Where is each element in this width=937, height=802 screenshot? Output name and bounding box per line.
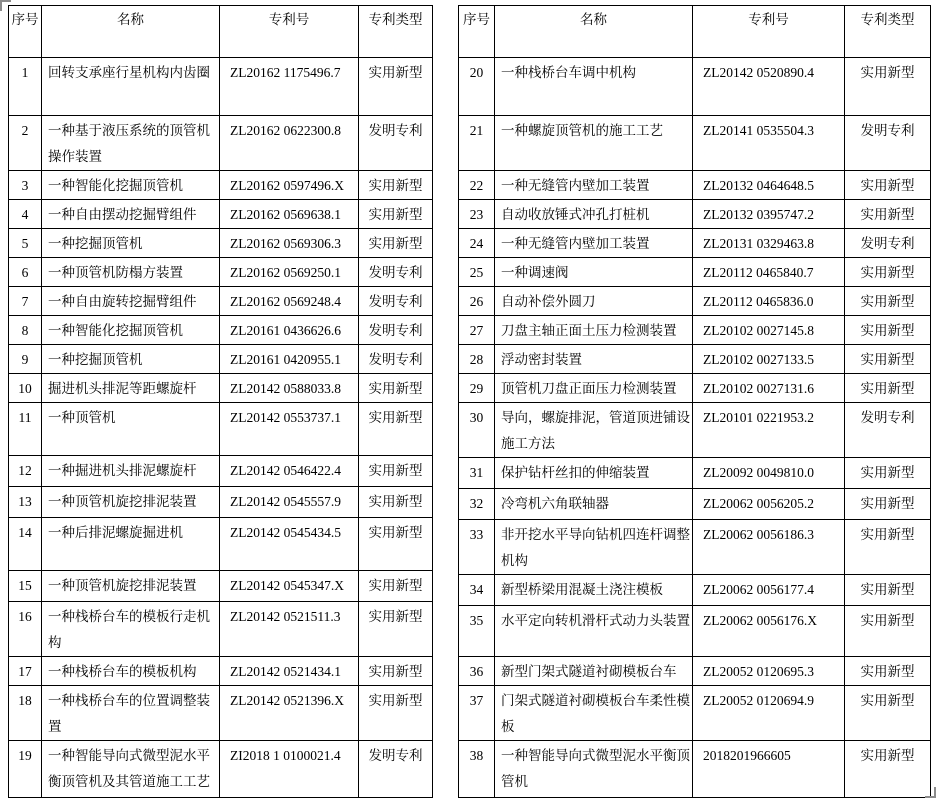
patent-name-cell: 一种顶管机 xyxy=(42,403,220,456)
patent-name-cell: 一种智能化挖掘顶管机 xyxy=(42,171,220,200)
patent-number-cell: ZL20162 0597496.X xyxy=(220,171,359,200)
seq-cell: 27 xyxy=(459,316,495,345)
patent-number-cell: ZL20062 0056186.3 xyxy=(693,520,845,575)
column-header-2: 专利号 xyxy=(220,6,359,58)
patent-number-cell: ZL20102 0027133.5 xyxy=(693,345,845,374)
seq-cell: 38 xyxy=(459,741,495,798)
table-row xyxy=(459,657,931,686)
seq-cell: 15 xyxy=(9,571,42,602)
patent-type-cell: 实用新型 xyxy=(359,602,433,657)
patent-type-cell: 发明专利 xyxy=(359,258,433,287)
seq-cell: 14 xyxy=(9,518,42,571)
seq-cell: 1 xyxy=(9,58,42,116)
seq-cell: 10 xyxy=(9,374,42,403)
table-body xyxy=(9,58,433,798)
patent-name-cell: 自动补偿外圆刀 xyxy=(495,287,693,316)
column-header-2: 专利号 xyxy=(693,6,845,58)
patent-type-cell: 实用新型 xyxy=(359,487,433,518)
patent-type-cell: 实用新型 xyxy=(845,686,931,741)
patent-type-cell: 实用新型 xyxy=(845,741,931,798)
patent-number-cell: ZL20052 0120694.9 xyxy=(693,686,845,741)
patent-name-cell: 新型桥梁用混凝土浇注模板 xyxy=(495,575,693,606)
patent-name-cell: 一种栈桥台车的模板行走机构 xyxy=(42,602,220,657)
patent-number-cell: ZI2018 1 0100021.4 xyxy=(220,741,359,798)
patent-number-cell: ZL20142 0545557.9 xyxy=(220,487,359,518)
table-row xyxy=(9,571,433,602)
patent-type-cell: 发明专利 xyxy=(845,116,931,171)
patent-name-cell: 一种自由摆动挖掘臂组件 xyxy=(42,200,220,229)
patent-number-cell: ZL20162 1175496.7 xyxy=(220,58,359,116)
patent-name-cell: 一种智能化挖掘顶管机 xyxy=(42,316,220,345)
seq-cell: 30 xyxy=(459,403,495,458)
patent-type-cell: 实用新型 xyxy=(359,200,433,229)
patent-number-cell: ZL20102 0027145.8 xyxy=(693,316,845,345)
table-row xyxy=(9,657,433,686)
patent-number-cell: ZL20142 0521396.X xyxy=(220,686,359,741)
patent-name-cell: 刀盘主轴正面土压力检测装置 xyxy=(495,316,693,345)
seq-cell: 12 xyxy=(9,456,42,487)
patent-name-cell: 一种挖掘顶管机 xyxy=(42,345,220,374)
table-row xyxy=(459,116,931,171)
patent-number-cell: ZL20141 0535504.3 xyxy=(693,116,845,171)
table-row xyxy=(9,200,433,229)
column-header-0: 序号 xyxy=(459,6,495,58)
column-header-3: 专利类型 xyxy=(845,6,931,58)
table-row xyxy=(9,456,433,487)
table-row xyxy=(459,489,931,520)
patent-name-cell: 掘进机头排泥等距螺旋杆 xyxy=(42,374,220,403)
patent-name-cell: 一种螺旋顶管机的施工工艺 xyxy=(495,116,693,171)
column-header-0: 序号 xyxy=(9,6,42,58)
patent-type-cell: 发明专利 xyxy=(359,345,433,374)
seq-cell: 11 xyxy=(9,403,42,456)
patent-name-cell: 一种栈桥台车的位置调整装置 xyxy=(42,686,220,741)
table-row xyxy=(9,287,433,316)
patent-type-cell: 发明专利 xyxy=(359,741,433,798)
table-row xyxy=(9,602,433,657)
patent-number-cell: ZL20112 0465840.7 xyxy=(693,258,845,287)
patent-name-cell: 一种无缝管内壁加工装置 xyxy=(495,171,693,200)
patent-number-cell: ZL20162 0622300.8 xyxy=(220,116,359,171)
seq-cell: 23 xyxy=(459,200,495,229)
patent-name-cell: 一种顶管机防榻方装置 xyxy=(42,258,220,287)
patent-type-cell: 实用新型 xyxy=(359,686,433,741)
patent-type-cell: 实用新型 xyxy=(845,458,931,489)
table-row xyxy=(9,686,433,741)
patent-name-cell: 一种栈桥台车调中机构 xyxy=(495,58,693,116)
patent-number-cell: ZL20062 0056176.X xyxy=(693,606,845,657)
seq-cell: 17 xyxy=(9,657,42,686)
patent-number-cell: ZL20142 0545347.X xyxy=(220,571,359,602)
patent-name-cell: 非开挖水平导向钻机四连杆调整机构 xyxy=(495,520,693,575)
patent-type-cell: 实用新型 xyxy=(359,58,433,116)
table-row xyxy=(9,258,433,287)
table-row xyxy=(459,316,931,345)
patent-type-cell: 发明专利 xyxy=(845,403,931,458)
patent-number-cell: ZL20092 0049810.0 xyxy=(693,458,845,489)
table-row xyxy=(459,229,931,258)
patent-name-cell: 一种掘进机头排泥螺旋杆 xyxy=(42,456,220,487)
patent-type-cell: 实用新型 xyxy=(845,489,931,520)
patent-type-cell: 实用新型 xyxy=(359,171,433,200)
patent-number-cell: ZL20142 0545434.5 xyxy=(220,518,359,571)
patent-type-cell: 实用新型 xyxy=(845,287,931,316)
patent-type-cell: 实用新型 xyxy=(359,657,433,686)
seq-cell: 9 xyxy=(9,345,42,374)
patent-number-cell: ZL20162 0569638.1 xyxy=(220,200,359,229)
seq-cell: 31 xyxy=(459,458,495,489)
patent-type-cell: 实用新型 xyxy=(845,606,931,657)
table-row xyxy=(459,741,931,798)
seq-cell: 16 xyxy=(9,602,42,657)
table-row xyxy=(459,258,931,287)
table-row xyxy=(9,741,433,798)
patent-number-cell: ZL20132 0464648.5 xyxy=(693,171,845,200)
patent-type-cell: 实用新型 xyxy=(845,374,931,403)
seq-cell: 32 xyxy=(459,489,495,520)
table-row xyxy=(459,403,931,458)
seq-cell: 18 xyxy=(9,686,42,741)
table-row xyxy=(9,374,433,403)
patent-name-cell: 导向，螺旋排泥，管道顶进铺设施工方法 xyxy=(495,403,693,458)
patent-type-cell: 发明专利 xyxy=(845,229,931,258)
column-header-1: 名称 xyxy=(495,6,693,58)
patent-number-cell: ZL20112 0465836.0 xyxy=(693,287,845,316)
seq-cell: 26 xyxy=(459,287,495,316)
table-body xyxy=(459,58,931,798)
patent-number-cell: ZL20142 0521511.3 xyxy=(220,602,359,657)
patent-type-cell: 发明专利 xyxy=(359,316,433,345)
patent-type-cell: 实用新型 xyxy=(359,403,433,456)
patent-type-cell: 发明专利 xyxy=(359,287,433,316)
header-row xyxy=(459,6,931,58)
seq-cell: 36 xyxy=(459,657,495,686)
patent-type-cell: 实用新型 xyxy=(359,518,433,571)
table-row xyxy=(9,229,433,258)
patent-name-cell: 一种基于液压系统的顶管机操作装置 xyxy=(42,116,220,171)
patent-type-cell: 实用新型 xyxy=(845,171,931,200)
table-header xyxy=(9,6,433,58)
patent-number-cell: ZL20142 0521434.1 xyxy=(220,657,359,686)
table-row xyxy=(459,520,931,575)
patent-number-cell: ZL20101 0221953.2 xyxy=(693,403,845,458)
seq-cell: 6 xyxy=(9,258,42,287)
patent-name-cell: 一种智能导向式微型泥水平衡顶管机 xyxy=(495,741,693,798)
table-row xyxy=(459,606,931,657)
patent-number-cell: ZL20162 0569250.1 xyxy=(220,258,359,287)
seq-cell: 25 xyxy=(459,258,495,287)
seq-cell: 28 xyxy=(459,345,495,374)
patent-name-cell: 新型门架式隧道衬砌模板台车 xyxy=(495,657,693,686)
patent-name-cell: 一种智能导向式微型泥水平衡顶管机及其管道施工工艺 xyxy=(42,741,220,798)
patent-name-cell: 一种无缝管内壁加工装置 xyxy=(495,229,693,258)
table-row xyxy=(459,686,931,741)
table-row xyxy=(9,518,433,571)
seq-cell: 4 xyxy=(9,200,42,229)
seq-cell: 37 xyxy=(459,686,495,741)
patent-name-cell: 门架式隧道衬砌模板台车柔性模板 xyxy=(495,686,693,741)
patent-type-cell: 实用新型 xyxy=(845,200,931,229)
patent-type-cell: 实用新型 xyxy=(359,571,433,602)
column-header-3: 专利类型 xyxy=(359,6,433,58)
patent-number-cell: ZL20161 0420955.1 xyxy=(220,345,359,374)
table-row xyxy=(9,116,433,171)
patent-name-cell: 一种后排泥螺旋掘进机 xyxy=(42,518,220,571)
patent-number-cell: ZL20102 0027131.6 xyxy=(693,374,845,403)
patent-name-cell: 一种顶管机旋挖排泥装置 xyxy=(42,571,220,602)
patent-number-cell: ZL20142 0588033.8 xyxy=(220,374,359,403)
patent-name-cell: 一种栈桥台车的模板机构 xyxy=(42,657,220,686)
seq-cell: 22 xyxy=(459,171,495,200)
patent-number-cell: ZL20131 0329463.8 xyxy=(693,229,845,258)
patent-name-cell: 一种调速阀 xyxy=(495,258,693,287)
patent-type-cell: 实用新型 xyxy=(845,575,931,606)
patent-number-cell: ZL20142 0520890.4 xyxy=(693,58,845,116)
table-row xyxy=(9,345,433,374)
patent-type-cell: 实用新型 xyxy=(845,316,931,345)
patent-number-cell: ZL20052 0120695.3 xyxy=(693,657,845,686)
patent-name-cell: 回转支承座行星机构内齿圈 xyxy=(42,58,220,116)
patent-type-cell: 实用新型 xyxy=(845,58,931,116)
table-resize-handle-icon xyxy=(925,787,936,798)
table-row xyxy=(9,58,433,116)
table-row xyxy=(9,171,433,200)
seq-cell: 20 xyxy=(459,58,495,116)
patent-number-cell: ZL20132 0395747.2 xyxy=(693,200,845,229)
table-row xyxy=(459,287,931,316)
table-row xyxy=(459,458,931,489)
column-header-1: 名称 xyxy=(42,6,220,58)
patent-table-right xyxy=(458,5,931,798)
seq-cell: 33 xyxy=(459,520,495,575)
seq-cell: 29 xyxy=(459,374,495,403)
patent-number-cell: ZL20142 0546422.4 xyxy=(220,456,359,487)
seq-cell: 34 xyxy=(459,575,495,606)
table-row xyxy=(459,171,931,200)
seq-cell: 19 xyxy=(9,741,42,798)
table-header xyxy=(459,6,931,58)
patent-name-cell: 自动收放锤式冲孔打桩机 xyxy=(495,200,693,229)
seq-cell: 13 xyxy=(9,487,42,518)
seq-cell: 3 xyxy=(9,171,42,200)
patent-name-cell: 水平定向转机滑杆式动力头装置 xyxy=(495,606,693,657)
patent-type-cell: 实用新型 xyxy=(359,456,433,487)
seq-cell: 21 xyxy=(459,116,495,171)
patent-type-cell: 实用新型 xyxy=(359,374,433,403)
table-row xyxy=(459,345,931,374)
table-row xyxy=(9,487,433,518)
table-row xyxy=(459,575,931,606)
table-row xyxy=(459,58,931,116)
patent-type-cell: 实用新型 xyxy=(845,520,931,575)
patent-type-cell: 发明专利 xyxy=(359,116,433,171)
patent-type-cell: 实用新型 xyxy=(845,657,931,686)
seq-cell: 24 xyxy=(459,229,495,258)
patent-number-cell: ZL20142 0553737.1 xyxy=(220,403,359,456)
patent-number-cell: ZL20162 0569248.4 xyxy=(220,287,359,316)
seq-cell: 5 xyxy=(9,229,42,258)
patent-name-cell: 一种挖掘顶管机 xyxy=(42,229,220,258)
patent-type-cell: 实用新型 xyxy=(845,345,931,374)
seq-cell: 8 xyxy=(9,316,42,345)
patent-number-cell: ZL20162 0569306.3 xyxy=(220,229,359,258)
patent-name-cell: 一种顶管机旋挖排泥装置 xyxy=(42,487,220,518)
patent-number-cell: ZL20161 0436626.6 xyxy=(220,316,359,345)
patent-number-cell: ZL20062 0056177.4 xyxy=(693,575,845,606)
patent-type-cell: 实用新型 xyxy=(359,229,433,258)
patent-name-cell: 保护钻杆丝扣的伸缩装置 xyxy=(495,458,693,489)
patent-number-cell: ZL20062 0056205.2 xyxy=(693,489,845,520)
seq-cell: 35 xyxy=(459,606,495,657)
patent-number-cell: 2018201966605 xyxy=(693,741,845,798)
header-row xyxy=(9,6,433,58)
table-row xyxy=(9,316,433,345)
patent-name-cell: 浮动密封装置 xyxy=(495,345,693,374)
patent-name-cell: 顶管机刀盘正面压力检测装置 xyxy=(495,374,693,403)
seq-cell: 7 xyxy=(9,287,42,316)
seq-cell: 2 xyxy=(9,116,42,171)
patent-name-cell: 冷弯机六角联轴器 xyxy=(495,489,693,520)
patent-type-cell: 实用新型 xyxy=(845,258,931,287)
table-row xyxy=(9,403,433,456)
table-row xyxy=(459,374,931,403)
table-row xyxy=(459,200,931,229)
patent-table-left xyxy=(8,5,433,798)
patent-name-cell: 一种自由旋转挖掘臂组件 xyxy=(42,287,220,316)
